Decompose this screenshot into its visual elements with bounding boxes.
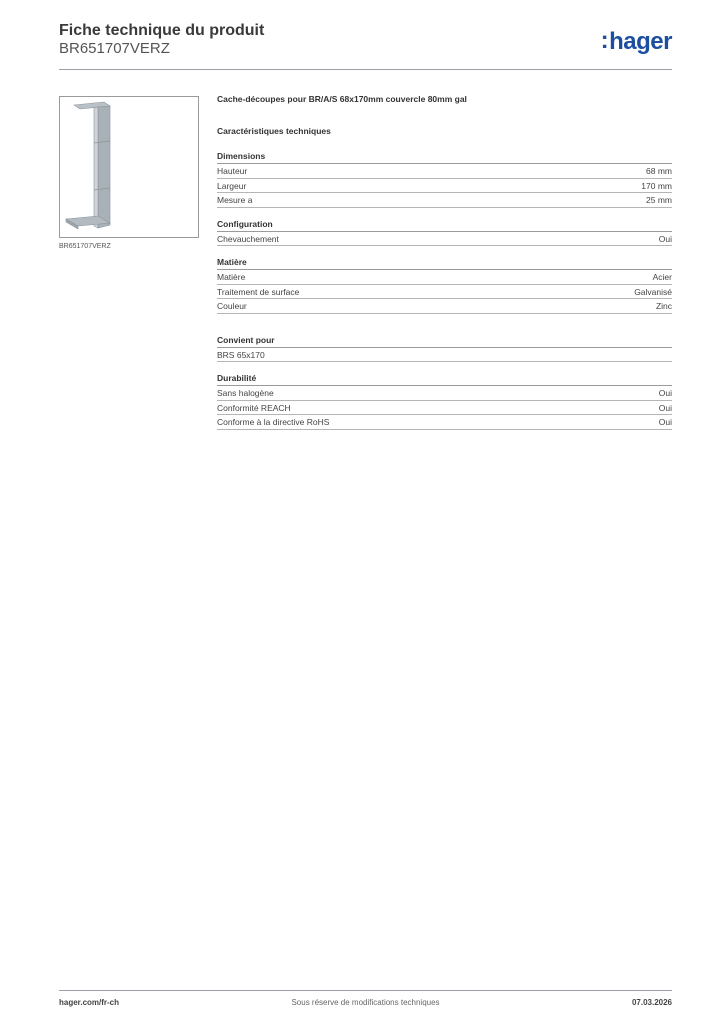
spec-label: Couleur [217,301,247,311]
spec-label: Mesure a [217,195,253,205]
spec-row [217,232,672,247]
spec-label: Largeur [217,180,247,191]
characteristics-title: Caractéristiques techniques [217,126,331,136]
section-title: Durabilité [217,372,672,386]
section-configuration [217,218,672,247]
spec-row [217,270,672,285]
spec-row [217,193,672,208]
spec-value: 25 mm [646,195,672,205]
product-code: BR651707VERZ [59,40,170,57]
spec-label: Sans halogène [217,388,274,398]
spec-value: Acier [652,272,672,282]
spec-value: Galvanisé [634,286,672,297]
spec-label: Hauteur [217,166,248,176]
page-header [59,22,672,68]
hager-logo: :hager [600,27,672,55]
section-title: Matière [217,256,672,270]
spec-row [217,299,672,314]
product-image [59,96,199,238]
spec-value: Oui [658,417,672,427]
spec-row [217,348,672,363]
spec-row [217,401,672,416]
spec-value: Oui [658,233,672,244]
spec-value: Oui [658,388,672,398]
footer-website-link[interactable]: hager.com/fr-ch [59,998,120,1007]
section-suitable-for [217,334,672,363]
section-dimensions [217,150,672,208]
footer-date: 07.03.2026 [631,998,672,1007]
section-durability [217,372,672,430]
spec-label: Traitement de surface [217,286,300,297]
spec-label: Matière [217,272,246,282]
image-caption: BR651707VERZ [59,243,111,250]
section-title: Configuration [217,218,672,232]
product-description: Cache-découpes pour BR/A/S 68x170mm couvercle 80mm gal [217,94,467,104]
spec-label: BRS 65x170 [217,349,265,360]
spec-row [217,164,672,179]
spec-label: Conformité REACH [217,402,291,413]
section-material [217,256,672,314]
spec-row [217,285,672,300]
spec-content [217,94,672,440]
spec-value: Oui [658,402,672,413]
page-title: Fiche technique du produit [59,22,265,39]
spec-value: 68 mm [646,166,672,176]
spec-value: 170 mm [641,180,672,191]
footer-notice: Sous réserve de modifications techniques [291,998,440,1007]
footer-divider [59,990,672,991]
spec-label: Chevauchement [217,233,279,244]
section-title: Convient pour [217,334,672,348]
logo-text: hager [609,28,672,55]
section-title: Dimensions [217,150,672,164]
spec-value: Zinc [655,301,672,311]
spec-label: Conforme à la directive RoHS [217,417,330,427]
spec-row [217,386,672,401]
spec-row [217,179,672,194]
header-divider [59,69,672,70]
cable-duct-cover-illustration [60,97,198,237]
spec-row [217,415,672,430]
